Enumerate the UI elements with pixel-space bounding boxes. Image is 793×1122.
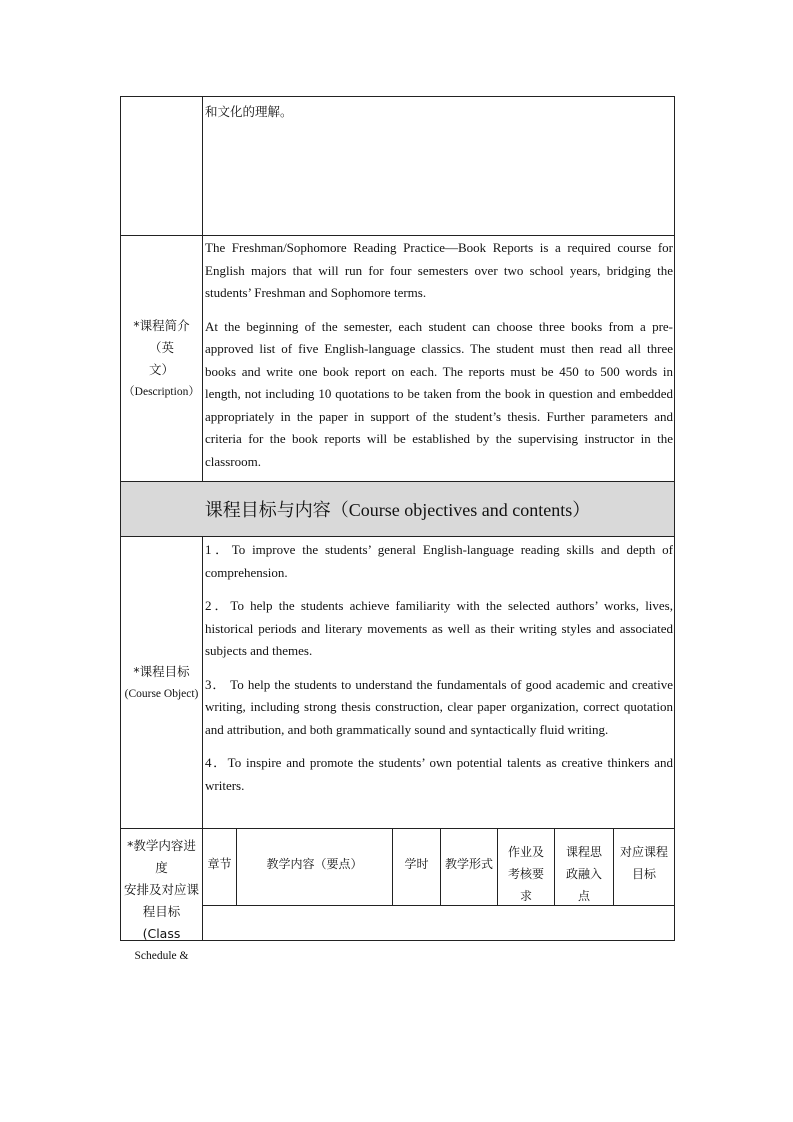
objectives-content: [203, 537, 674, 828]
description-label-line1: *课程简介（英: [133, 317, 190, 355]
description-label-line3: （Description）: [123, 385, 200, 398]
section-banner-cn: 课程目标与内容: [204, 500, 331, 521]
column-header: 教学形式: [441, 829, 498, 905]
top-row-label-cell: [121, 97, 203, 235]
objectives-label-line2: (Course Object): [124, 687, 199, 700]
schedule-label-line4: Schedule &: [134, 950, 189, 962]
description-paragraph: The Freshman/Sophomore Reading Practice—Book Reports is a required course for English majors that will run for four semesters over two school years, bridging the students’ Freshman and Sophomore terms.: [205, 240, 673, 300]
schedule-row: [121, 828, 674, 962]
column-header: 章节: [203, 829, 237, 905]
section-banner: [121, 481, 674, 536]
schedule-body-row: [203, 906, 674, 940]
objective-item: 4．To inspire and promote the students’ own potential talents as creative thinkers and writers.: [205, 755, 673, 793]
description-label-line2: 文）: [148, 361, 174, 377]
section-banner-en: （Course objectives and contents）: [330, 500, 591, 520]
objectives-label: [121, 537, 203, 828]
column-header: 学时: [393, 829, 441, 905]
objectives-label-line1: *课程目标: [133, 663, 190, 679]
description-content: [203, 236, 674, 481]
objective-item: 2．To help the students achieve familiarity with the selected authors’ works, lives, historical periods and literary movements as well as their writing styles and associated subjects and themes.: [205, 598, 673, 658]
top-row-content: 和文化的理解。: [205, 104, 293, 119]
objective-item: 1．To improve the students’ general English-language reading skills and depth of comprehension.: [205, 542, 673, 580]
column-header: 对应课程目标: [619, 845, 668, 881]
schedule-label-line3: 程目标 (Class: [142, 904, 181, 941]
schedule-header-row: [203, 829, 674, 906]
schedule-label-line1: *教学内容进度: [127, 838, 196, 875]
objective-item: 3． To help the students to understand the fundamentals of good academic and creative writing, including strong thesis construction, clear paper organization, correct quotation and attribution, and both grammatically sound and syntactically fluid writing.: [205, 676, 673, 737]
column-header: 教学内容（要点）: [237, 829, 393, 905]
description-label: [121, 236, 203, 481]
objectives-row: [121, 536, 674, 828]
schedule-label-line2: 安排及对应课: [123, 882, 199, 897]
column-header: 作业及考核要求: [498, 829, 555, 905]
course-info-table: [120, 96, 675, 962]
description-paragraph: At the beginning of the semester, each student can choose three books from a pre-approved list of five English-language classics. The student must then read all three books and write one book report on each. The reports must be 450 to 500 words in length, not including 10 quotations to be taken from the book in question and embedded appropriately in the paper in support of the student’s thesis. Further parameters and criteria for the book reports will be established by the supervising instructor in the classroom.: [205, 318, 673, 469]
schedule-label: [121, 829, 203, 962]
column-header: 课程思政融入点: [555, 829, 614, 905]
schedule-subtable: [203, 829, 674, 940]
top-continuation-row: [121, 97, 674, 235]
description-row: [121, 235, 674, 481]
